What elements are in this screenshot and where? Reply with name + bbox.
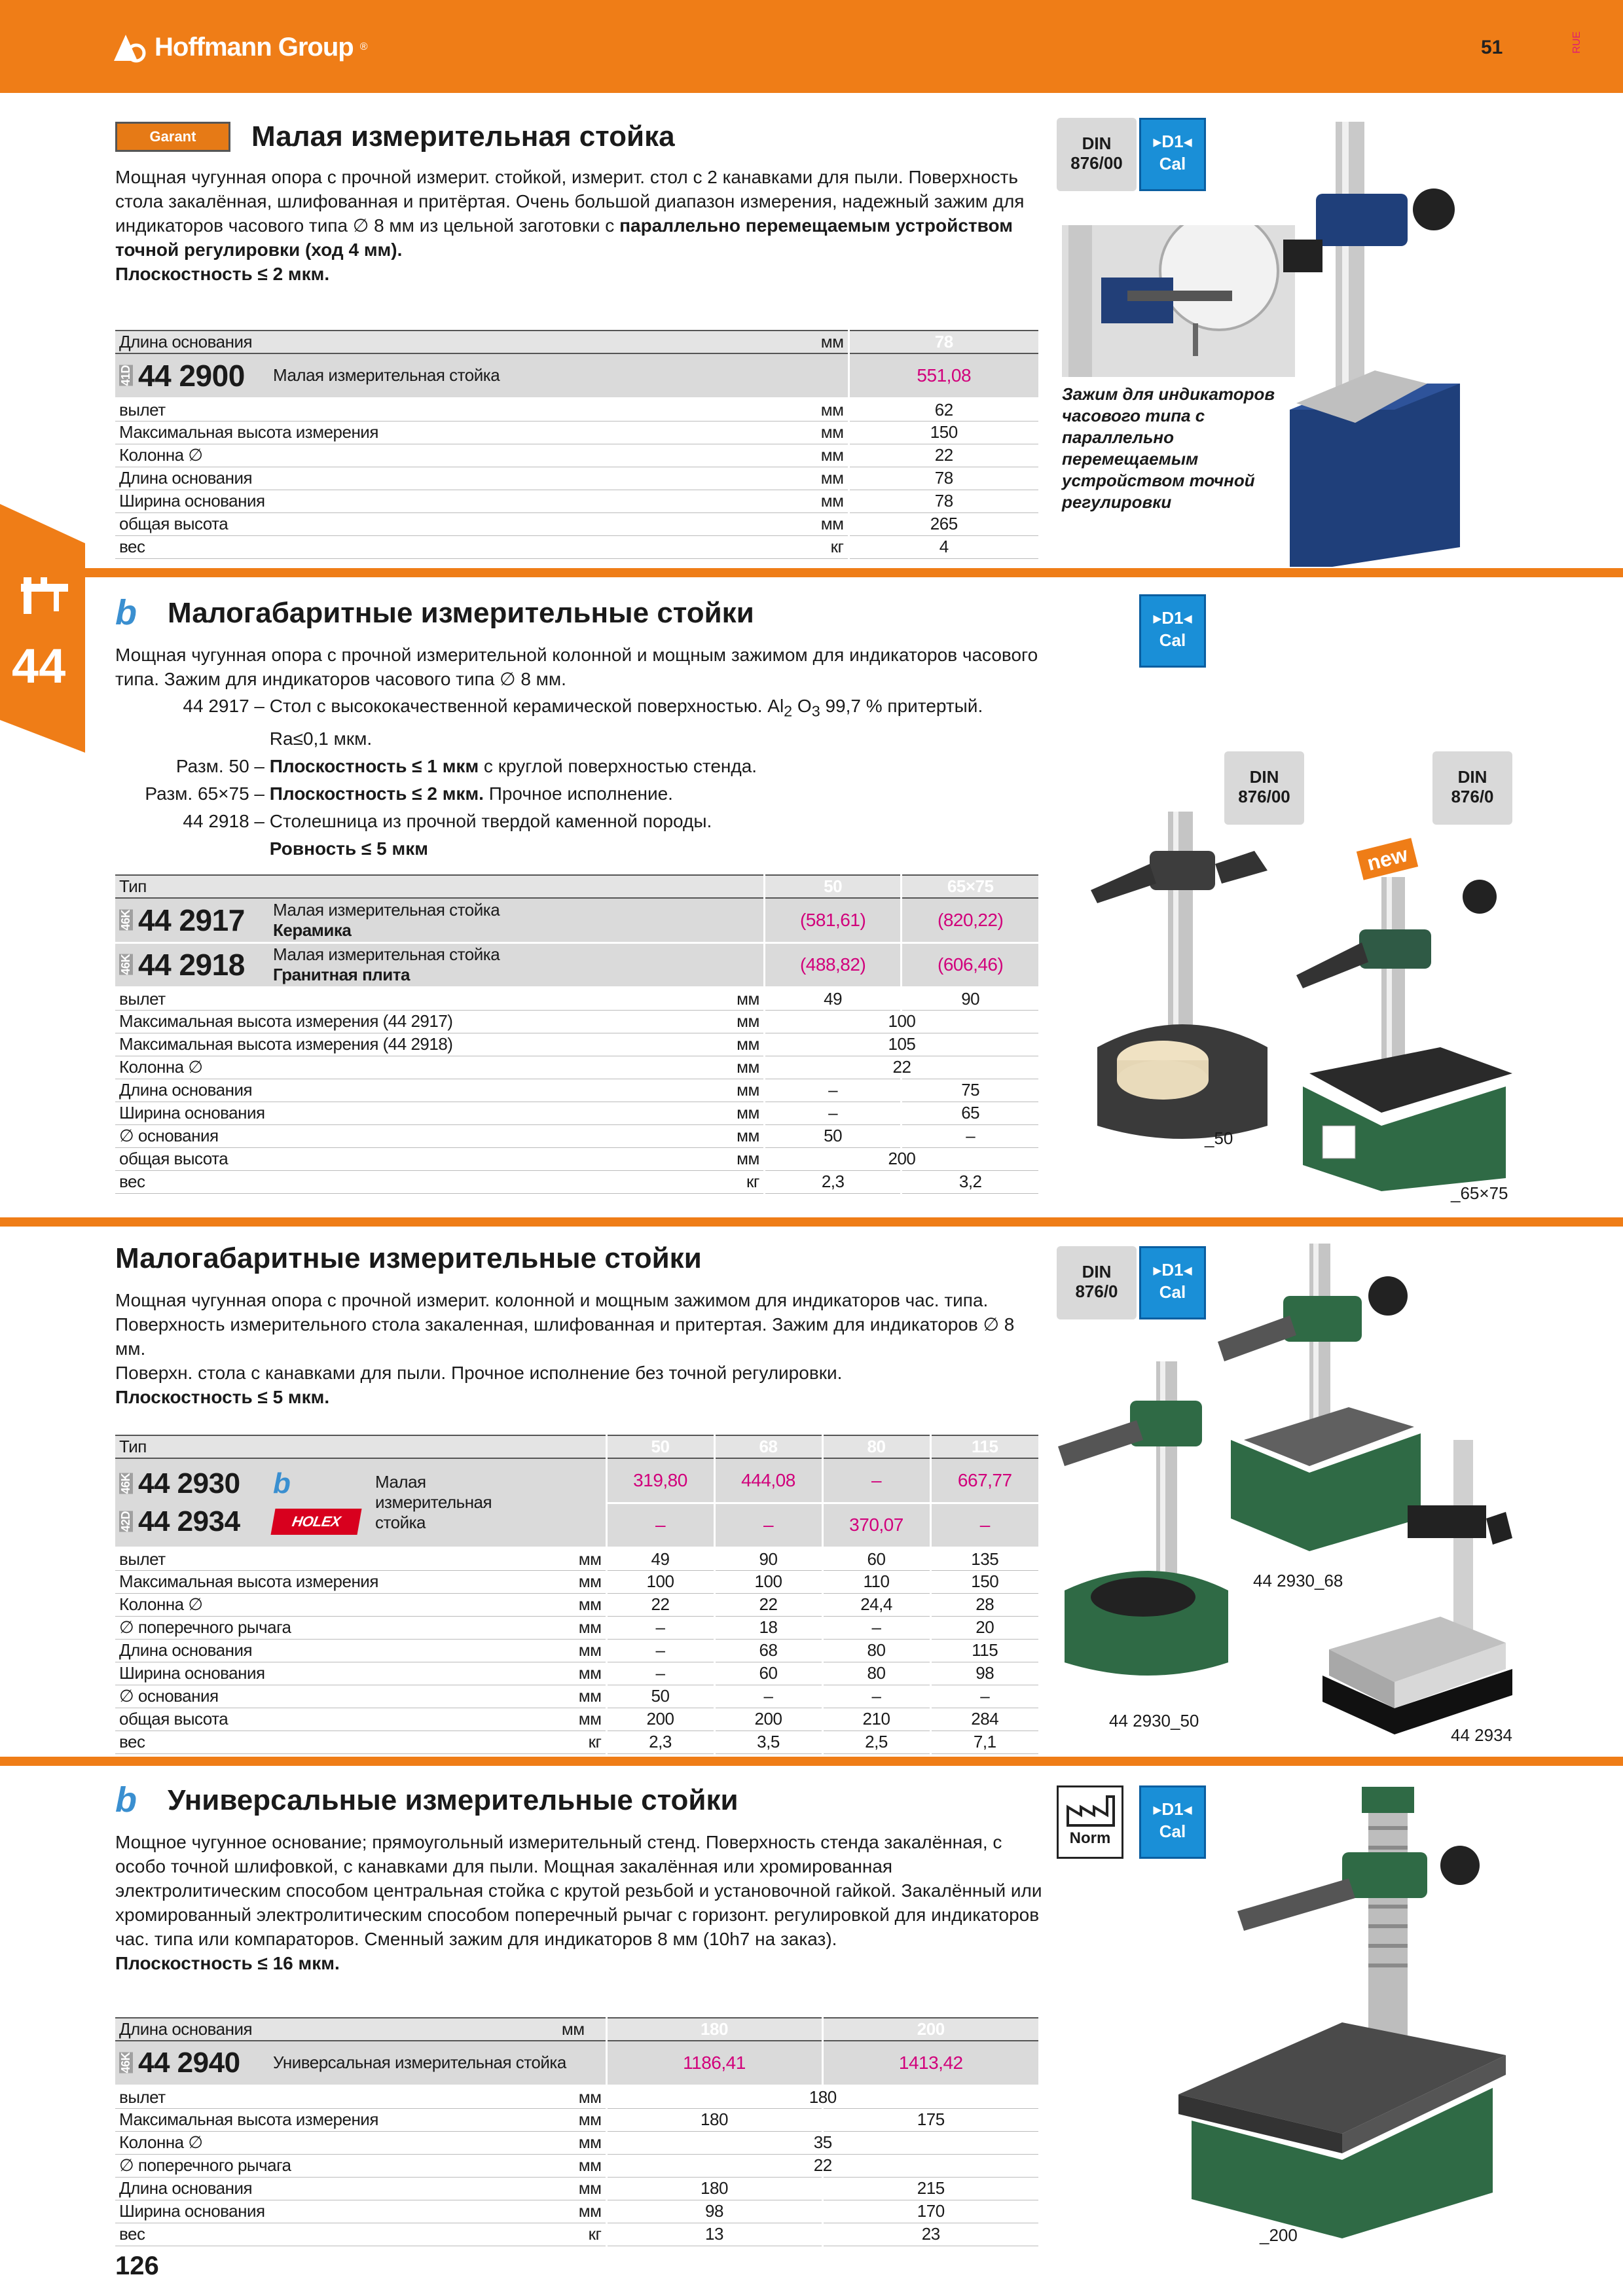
holex-logo: HOLEX — [270, 1509, 361, 1535]
clamp-caption: Зажим для индикаторов часового типа с параллельно перемещаемым устройством точной регулировки — [1062, 384, 1275, 512]
table-head-unit: мм — [685, 331, 848, 353]
spec-value: 60 — [714, 1662, 822, 1685]
side-code: RUE — [1571, 31, 1582, 54]
section3-description: Мощная чугунная опора с прочной измерит. колонной и мощным зажимом для индикаторов час. типа. Поверхность измерительного стола закаленная, шлифованная и притертая. Зажим для индикаторов ∅ 8 мм. Поверхн. стола с канавками для пыли. Прочное исполнение без точной регулировки. Плоскостность ≤ 5 мкм. — [115, 1290, 1015, 1407]
spec-value: 2,3 — [606, 1731, 714, 1753]
spec-row — [115, 1639, 1038, 1662]
brand-name: Hoffmann Group — [155, 32, 354, 62]
article-price: 551,08 — [848, 353, 1038, 398]
hoffmann-logo-icon — [111, 31, 148, 63]
spec-row — [115, 2154, 1038, 2177]
article-prefix: 46K — [119, 1473, 132, 1494]
spec-value: 65 — [902, 1102, 1038, 1124]
table-s2 — [115, 874, 1038, 1194]
spec-row — [115, 1010, 1038, 1033]
spec-label: общая высота — [115, 1708, 541, 1731]
spec-row — [115, 1170, 1038, 1193]
spec-label: вес — [115, 2223, 541, 2246]
spec-value: 90 — [714, 1547, 822, 1570]
spec-label: Максимальная высота измерения — [115, 2108, 541, 2131]
article-prefix: 42D — [119, 1511, 132, 1532]
spec-unit: мм — [632, 1010, 765, 1033]
table-head-label: Длина основания — [115, 2018, 541, 2041]
brand-mark: ® — [359, 41, 368, 52]
article-price: 1186,41 — [606, 2041, 822, 2085]
caption-200: _200 — [1260, 2225, 1298, 2245]
article-row — [115, 898, 1038, 942]
new-badge: new — [1357, 838, 1419, 880]
spec-label: вылет — [115, 2085, 541, 2108]
article-price: – — [606, 1503, 714, 1547]
article-price: 444,08 — [714, 1458, 822, 1503]
din-badge: DIN 876/00 — [1224, 751, 1304, 825]
universal-stand-photo — [1172, 1787, 1512, 2238]
article-price: 319,80 — [606, 1458, 714, 1503]
spec-row — [115, 421, 1038, 444]
spec-unit: мм — [541, 2200, 606, 2223]
article-prefix: 46K — [119, 2052, 132, 2073]
caption-65x75: _65×75 — [1451, 1183, 1508, 1203]
spec-unit: кг — [541, 2223, 606, 2246]
article-price: – — [822, 1458, 930, 1503]
section4-description: Мощное чугунное основание; прямоугольный измерительный стенд. Поверхность стенда закалённая, с особо точной шлифовкой, с канавками для пыли. Мощная закалённая или хромированная электролитическим способом центральная стойка с крутой резьбой и установочной гайкой. Закалённый или хромированный электролитическим способом поперечный рычаг с горизонт. регулировкой для индикаторов час. типа или компараторов. Сменный зажим для индикаторов 8 мм (10h7 на заказ). Плоскостность ≤ 16 мкм. — [115, 1832, 1042, 1973]
article-row — [115, 2041, 1038, 2085]
spec-unit: мм — [541, 1616, 606, 1639]
section4-title: Универсальные измерительные стойки — [168, 1784, 739, 1816]
spec-value: 78 — [848, 490, 1038, 512]
spec-unit: мм — [541, 1708, 606, 1731]
spec-unit: мм — [541, 2154, 606, 2177]
spec-label: Колонна ∅ — [115, 1056, 632, 1079]
spec-value: 50 — [606, 1685, 714, 1708]
section3-title: Малогабаритные измерительные стойки — [115, 1242, 702, 1274]
spec-label: ∅ основания — [115, 1685, 541, 1708]
d1-cal-badge: ▸D1◂ Cal — [1139, 594, 1206, 668]
spec-row — [115, 444, 1038, 467]
spec-label: Ширина основания — [115, 2200, 541, 2223]
table-head-col: 180 — [606, 2018, 822, 2041]
chapter-number: 44 — [12, 639, 66, 693]
article-desc2: Гранитная плита — [273, 965, 410, 984]
article-prefix: 46K — [119, 909, 132, 931]
spec-value: – — [930, 1685, 1038, 1708]
table-head-col: 50 — [764, 875, 901, 898]
article-desc: Универсальная измерительная стойка — [273, 2053, 566, 2073]
d1-cal-badge: ▸D1◂ Cal — [1139, 1785, 1206, 1859]
spec-label: Длина основания — [115, 2177, 541, 2200]
spec-unit: мм — [632, 1033, 765, 1056]
article-desc2: Керамика — [273, 920, 352, 940]
spec-row — [115, 1708, 1038, 1731]
article-price: (488,82) — [764, 942, 901, 987]
spec-value: 180 — [606, 2085, 1038, 2108]
spec-unit: мм — [541, 1593, 606, 1616]
spec-value: 22 — [848, 444, 1038, 467]
table-head-col: 200 — [822, 2018, 1038, 2041]
spec-value: 22 — [714, 1593, 822, 1616]
spec-unit: мм — [685, 421, 848, 444]
spec-row — [115, 1079, 1038, 1102]
din-badge: DIN 876/00 — [1057, 118, 1137, 191]
spec-value: 200 — [606, 1708, 714, 1731]
spec-value: 62 — [848, 398, 1038, 421]
spec-value: 265 — [848, 512, 1038, 535]
b-brand-logo: b — [115, 593, 137, 632]
spec-unit: кг — [685, 535, 848, 558]
article-price: 667,77 — [930, 1458, 1038, 1503]
spec-row — [115, 398, 1038, 421]
spec-value: 2,5 — [822, 1731, 930, 1753]
article-price: – — [930, 1503, 1038, 1547]
spec-row — [115, 1147, 1038, 1170]
spec-label: Длина основания — [115, 1079, 632, 1102]
spec-row — [115, 1593, 1038, 1616]
spec-row — [115, 1616, 1038, 1639]
spec-row — [115, 1033, 1038, 1056]
spec-value: 2,3 — [764, 1170, 901, 1193]
section-divider — [0, 1217, 1623, 1227]
spec-value: 68 — [714, 1639, 822, 1662]
article-desc: Малая измерительная стойка — [273, 365, 500, 386]
spec-label: Ширина основания — [115, 1662, 541, 1685]
spec-value: 135 — [930, 1547, 1038, 1570]
spec-label: вес — [115, 1170, 632, 1193]
article-prefix: 41D — [119, 365, 132, 386]
spec-row — [115, 2085, 1038, 2108]
article-prefix: 46K — [119, 954, 132, 975]
section1-description: Мощная чугунная опора с прочной измерит. стойкой, измерит. стол с 2 канавками для пыли. Поверхность стола закалённая, шлифованная и притёртая. Очень большой диапазон измерения, надежный зажим для индикаторов часового типа ∅ 8 мм из цельной заготовки с параллельно перемещаемым устройством точной регулировки (ход 4 мм). Плоскостность ≤ 2 мкм. — [115, 167, 1025, 284]
clamp-detail-photo — [1062, 225, 1295, 377]
spec-value: 98 — [606, 2200, 822, 2223]
table-head-col: 68 — [714, 1435, 822, 1458]
spec-value: 75 — [902, 1079, 1038, 1102]
spec-label: вылет — [115, 987, 632, 1010]
spec-unit: мм — [685, 444, 848, 467]
article-price: (606,46) — [902, 942, 1038, 987]
spec-row — [115, 467, 1038, 490]
spec-value: 150 — [848, 421, 1038, 444]
spec-value: – — [606, 1639, 714, 1662]
spec-label: общая высота — [115, 1147, 632, 1170]
table-head-unit: мм — [541, 2018, 606, 2041]
spec-value: – — [822, 1616, 930, 1639]
spec-row — [115, 1547, 1038, 1570]
spec-label: ∅ основания — [115, 1124, 632, 1147]
spec-value: 150 — [930, 1570, 1038, 1593]
article-number: 44 2934 — [138, 1505, 240, 1537]
spec-unit: мм — [632, 1056, 765, 1079]
article-desc: Малая измерительная стойка — [273, 944, 500, 964]
article-price: (581,61) — [764, 898, 901, 942]
spec-value: 3,5 — [714, 1731, 822, 1753]
spec-label: вылет — [115, 1547, 541, 1570]
din-badge: DIN 876/0 — [1057, 1246, 1137, 1319]
table-head-unit — [632, 875, 765, 898]
spec-unit: мм — [541, 2131, 606, 2154]
spec-unit: мм — [541, 2108, 606, 2131]
spec-label: вылет — [115, 398, 685, 421]
table-s4 — [115, 2017, 1038, 2246]
spec-unit: мм — [685, 512, 848, 535]
section2-description: Мощная чугунная опора с прочной измерительной колонной и мощным зажимом для индикаторов часового типа. Зажим для индикаторов часового типа ∅ 8 мм. — [115, 645, 1038, 689]
spec-value: 80 — [822, 1639, 930, 1662]
spec-value: 115 — [930, 1639, 1038, 1662]
spec-label: Максимальная высота измерения (44 2918) — [115, 1033, 632, 1056]
spec-row — [115, 2131, 1038, 2154]
spec-value: – — [606, 1662, 714, 1685]
spec-value: 24,4 — [822, 1593, 930, 1616]
spec-value: – — [606, 1616, 714, 1639]
spec-unit: мм — [541, 1570, 606, 1593]
spec-row — [115, 1570, 1038, 1593]
table-head-label: Тип — [115, 875, 632, 898]
spec-value: 49 — [764, 987, 901, 1010]
spec-value: 22 — [606, 1593, 714, 1616]
spec-value: 105 — [764, 1033, 1038, 1056]
spec-unit: мм — [541, 1639, 606, 1662]
spec-label: Колонна ∅ — [115, 444, 685, 467]
d1-cal-badge: ▸D1◂ Cal — [1139, 118, 1206, 191]
garant-logo: Garant — [115, 122, 230, 152]
page-number-top: 51 — [1481, 37, 1503, 58]
table-head-col: 50 — [606, 1435, 714, 1458]
spec-value: 215 — [822, 2177, 1038, 2200]
spec-value: – — [714, 1685, 822, 1708]
spec-row — [115, 1731, 1038, 1753]
spec-value: 98 — [930, 1662, 1038, 1685]
spec-unit: мм — [541, 2177, 606, 2200]
spec-value: 20 — [930, 1616, 1038, 1639]
spec-value: 100 — [764, 1010, 1038, 1033]
spec-label: Ширина основания — [115, 490, 685, 512]
spec-value: 49 — [606, 1547, 714, 1570]
spec-value: 170 — [822, 2200, 1038, 2223]
spec-value: 3,2 — [902, 1170, 1038, 1193]
spec-value: 175 — [822, 2108, 1038, 2131]
spec-label: ∅ поперечного рычага — [115, 2154, 541, 2177]
spec-unit: мм — [632, 1079, 765, 1102]
table-head-col: 78 — [848, 331, 1038, 353]
section-divider — [0, 568, 1623, 577]
caption-2930-68: 44 2930_68 — [1253, 1571, 1343, 1590]
granite-stand-photo — [1296, 864, 1519, 1191]
spec-unit: кг — [632, 1170, 765, 1193]
spec-row — [115, 1662, 1038, 1685]
spec-value: 28 — [930, 1593, 1038, 1616]
spec-row — [115, 2108, 1038, 2131]
spec-value: – — [764, 1079, 901, 1102]
spec-unit: мм — [632, 1102, 765, 1124]
article-price: 1413,42 — [822, 2041, 1038, 2085]
spec-value: 35 — [606, 2131, 1038, 2154]
spec-unit: мм — [685, 490, 848, 512]
table-head-col: 80 — [822, 1435, 930, 1458]
garant-stand-photo — [1277, 122, 1473, 567]
spec-label: Максимальная высота измерения — [115, 1570, 541, 1593]
table-head-col: 115 — [930, 1435, 1038, 1458]
article-number: 44 2940 — [138, 2046, 240, 2079]
stand-50-photo — [1058, 1355, 1241, 1695]
spec-label: Максимальная высота измерения (44 2917) — [115, 1010, 632, 1033]
article-number: 44 2900 — [138, 358, 245, 393]
b-brand-logo: b — [273, 1467, 291, 1499]
spec-value: 180 — [606, 2177, 822, 2200]
article-price: (820,22) — [902, 898, 1038, 942]
spec-label: ∅ поперечного рычага — [115, 1616, 541, 1639]
spec-value: 22 — [764, 1056, 1038, 1079]
article-desc: Малая измерительная стойка — [375, 1472, 492, 1533]
stand-2934-photo — [1322, 1433, 1512, 1734]
ceramic-stand-photo — [1084, 798, 1281, 1145]
spec-unit: мм — [541, 2085, 606, 2108]
norm-badge: Norm — [1057, 1785, 1123, 1859]
spec-value: 110 — [822, 1570, 930, 1593]
table-s1 — [115, 330, 1038, 559]
article-row — [115, 1458, 1038, 1503]
spec-label: Максимальная высота измерения — [115, 421, 685, 444]
spec-row — [115, 987, 1038, 1010]
spec-unit: мм — [632, 1124, 765, 1147]
spec-row — [115, 490, 1038, 512]
spec-row — [115, 1124, 1038, 1147]
spec-unit: мм — [632, 987, 765, 1010]
spec-row — [115, 2177, 1038, 2200]
spec-row — [115, 512, 1038, 535]
hoffmann-logo — [111, 27, 368, 67]
caption-2930-50: 44 2930_50 — [1109, 1711, 1199, 1731]
spec-label: Колонна ∅ — [115, 1593, 541, 1616]
d1-cal-badge: ▸D1◂ Cal — [1139, 1246, 1206, 1319]
spec-row — [115, 535, 1038, 558]
spec-value: 50 — [764, 1124, 901, 1147]
spec-value: 210 — [822, 1708, 930, 1731]
article-price: – — [714, 1503, 822, 1547]
caption-2934: 44 2934 — [1451, 1725, 1512, 1745]
spec-value: 100 — [714, 1570, 822, 1593]
article-number: 44 2930 — [138, 1467, 240, 1499]
spec-value: 284 — [930, 1708, 1038, 1731]
article-number: 44 2918 — [138, 948, 245, 982]
spec-unit: мм — [685, 398, 848, 421]
table-head-label: Длина основания — [115, 331, 685, 353]
spec-unit: мм — [541, 1662, 606, 1685]
section2-title: Малогабаритные измерительные стойки — [168, 597, 754, 629]
article-price: 370,07 — [822, 1503, 930, 1547]
spec-value: 200 — [764, 1147, 1038, 1170]
spec-value: 4 — [848, 535, 1038, 558]
spec-value: – — [902, 1124, 1038, 1147]
table-s3 — [115, 1435, 1038, 1754]
article-desc: Малая измерительная стойка — [273, 899, 500, 920]
spec-unit: мм — [541, 1685, 606, 1708]
spec-value: 100 — [606, 1570, 714, 1593]
spec-value: 60 — [822, 1547, 930, 1570]
spec-value: 180 — [606, 2108, 822, 2131]
spec-value: 200 — [714, 1708, 822, 1731]
table-head-unit — [541, 1435, 606, 1458]
spec-row — [115, 1056, 1038, 1079]
spec-value: 22 — [606, 2154, 1038, 2177]
spec-label: Длина основания — [115, 1639, 541, 1662]
spec-label: Колонна ∅ — [115, 2131, 541, 2154]
section2-features: 44 2917 – Стол с высококачественной керамической поверхностью. $Al_2$ $O_3$ 99,7 % притертый. Ra≤0,1 мкм. Разм. 50 – Плоскостность ≤ 1 мкм с круглой поверхностью стенда. Разм. 65×75 – Плоскостность ≤ 2 мкм. Прочное исполнение. 44 2918 – Столешница из прочной твердой каменной породы. Ровность ≤ 5 мкм — [145, 696, 983, 859]
spec-value: 7,1 — [930, 1731, 1038, 1753]
spec-row — [115, 1685, 1038, 1708]
spec-unit: мм — [632, 1147, 765, 1170]
spec-label: Ширина основания — [115, 1102, 632, 1124]
spec-value: 23 — [822, 2223, 1038, 2246]
b-brand-logo: b — [115, 1780, 137, 1820]
din-badge: DIN 876/0 — [1432, 751, 1512, 825]
spec-unit: мм — [541, 1547, 606, 1570]
page-number-bottom: 126 — [115, 2251, 159, 2280]
spec-value: 18 — [714, 1616, 822, 1639]
spec-unit: кг — [541, 1731, 606, 1753]
spec-value: – — [822, 1685, 930, 1708]
spec-label: общая высота — [115, 512, 685, 535]
spec-value: 80 — [822, 1662, 930, 1685]
spec-value: 90 — [902, 987, 1038, 1010]
caption-50: _50 — [1205, 1128, 1233, 1148]
spec-label: вес — [115, 535, 685, 558]
article-row — [115, 942, 1038, 987]
spec-value: 78 — [848, 467, 1038, 490]
spec-value: – — [764, 1102, 901, 1124]
spec-label: вес — [115, 1731, 541, 1753]
article-row — [115, 353, 1038, 398]
spec-row — [115, 2223, 1038, 2246]
table-head-col: 65×75 — [902, 875, 1038, 898]
chapter-tab — [0, 504, 85, 753]
spec-value: 13 — [606, 2223, 822, 2246]
spec-unit: мм — [685, 467, 848, 490]
factory-icon — [1065, 1794, 1118, 1827]
spec-label: Длина основания — [115, 467, 685, 490]
section1-title: Малая измерительная стойка — [251, 120, 675, 152]
section-divider — [0, 1757, 1623, 1766]
spec-row — [115, 1102, 1038, 1124]
spec-row — [115, 2200, 1038, 2223]
table-head-label: Тип — [115, 1435, 541, 1458]
article-number: 44 2917 — [138, 903, 245, 937]
